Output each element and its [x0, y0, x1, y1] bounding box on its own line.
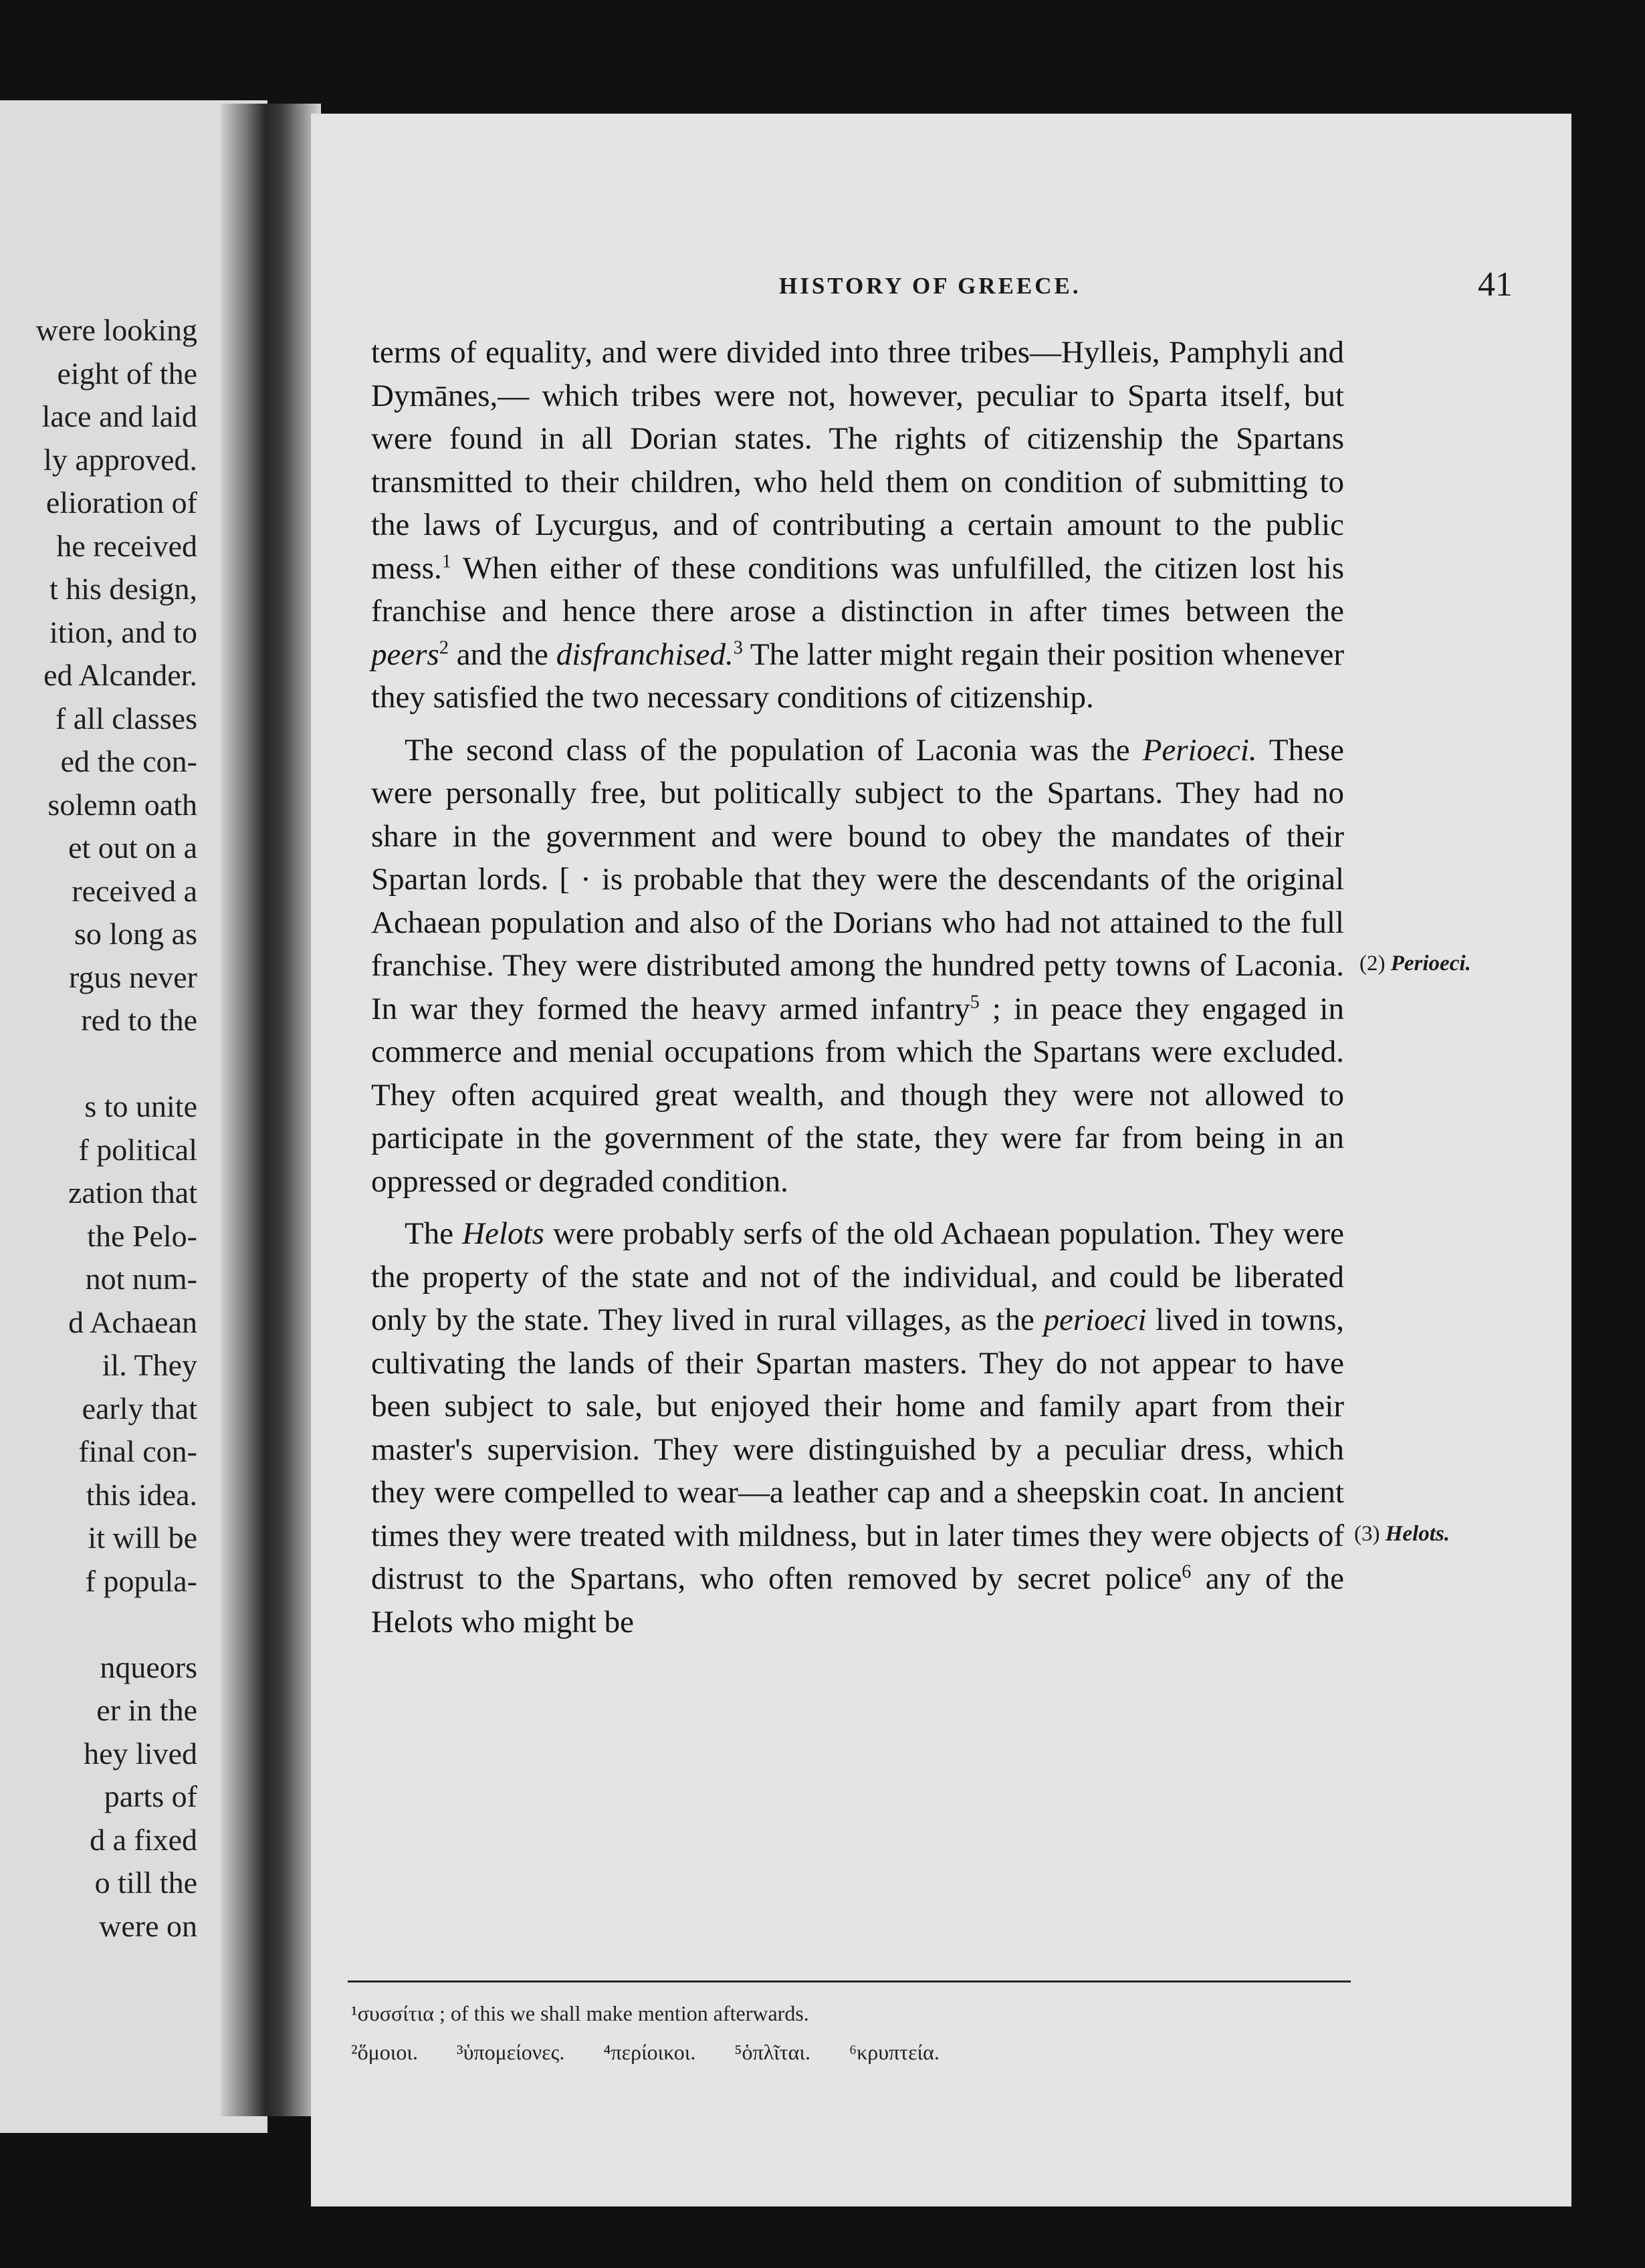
left-page-line: hey lived	[84, 1736, 197, 1771]
left-page-line: were on	[99, 1908, 197, 1943]
footnotes	[351, 1994, 1354, 2071]
left-page-line: nqueors	[100, 1650, 197, 1684]
right-page	[311, 114, 1571, 2206]
page-number: 41	[1478, 265, 1513, 304]
left-page-line: parts of	[104, 1779, 197, 1813]
left-page-line: red to the	[81, 1003, 197, 1037]
left-page-line: solemn oath	[47, 787, 197, 822]
left-page-line: ly approved.	[43, 442, 197, 477]
left-page-line: lace and laid	[41, 399, 197, 433]
footnote-ref-6: 6	[1182, 1561, 1192, 1583]
left-page-line: f all classes	[55, 701, 197, 735]
footnote-rule	[348, 1980, 1351, 1982]
margin-note-helots: (3) Helots.	[1354, 1522, 1450, 1546]
left-page-line: received a	[72, 873, 197, 908]
left-page-line: early that	[82, 1391, 197, 1426]
page-header	[311, 265, 1571, 313]
footnote-row-greek	[351, 2033, 1354, 2071]
paragraph-helots: The Helots were probably serfs of the old Achaean population. They were the property of the state and not of the individual, and could be liberated only by the state. They lived in rural villages, as the perioeci lived in towns, cultivating the lands of their Spartan masters. They do not appear to have been subject to sale, but enjoyed their home and family apart from their master's supervision. They were distinguished by a peculiar dress, which they were compelled to wear—a leather cap and a sheepskin coat. In ancient times they were treated with mildness, but in later times they were objects of distrust to the Spartans, who often removed by secret police$^6$ any of the Helots who might be	[371, 1216, 1345, 1639]
left-page-line: s to unite	[84, 1089, 197, 1123]
paragraph-perioeci: The second class of the population of Laconia was the Perioeci. These were personally free, but politically subject to the Spartans. They had no share in the government and were bound to obey the mandates of their Spartan lords. [ · is probable that they were the descendants of the original Achaean population and also of the Dorians who had not attained to the full franchise. They were distributed among the hundred petty towns of Laconia. In war they formed the heavy armed infantry$^5$ ; in peace they engaged in commerce and menial occupations from which the Spartans were excluded. They often acquired great wealth, and though they were not allowed to participate in the government of the state, they were far from being in an oppressed or degraded condition.	[371, 732, 1345, 1199]
left-page-line: rgus never	[68, 959, 197, 994]
footnote-6: ⁶κρυπτεία.	[849, 2040, 940, 2064]
left-page-line: ed the con-	[60, 744, 197, 778]
left-page-line: not num-	[85, 1262, 197, 1296]
left-page-line: o till the	[94, 1865, 197, 1900]
body-text	[371, 331, 1344, 1643]
left-page-line: et out on a	[68, 830, 197, 865]
left-page-line: so long as	[74, 917, 197, 951]
left-page-line: d a fixed	[90, 1822, 197, 1857]
left-page-line: f political	[78, 1132, 197, 1167]
footnote-1: ¹συσσίτια ; of this we shall make mention afterwards.	[351, 2001, 809, 2025]
footnote-ref-5: 5	[970, 991, 980, 1012]
left-page-line: zation that	[68, 1175, 197, 1210]
margin-note-perioeci: (2) Perioeci.	[1359, 951, 1471, 976]
paragraph-citizenship: terms of equality, and were divided into three tribes—Hylleis, Pamphyli and Dymānes,— which tribes were not, however, peculiar to Sparta itself, but were found in all Dorian states. The rights of citizenship the Spartans transmitted to their children, who held them on condition of submitting to the laws of Lycurgus, and of contributing a certain amount to the public mess.$^1$ When either of these conditions was unfulfilled, the citizen lost his franchise and hence there arose a distinction in after times between the peers$^2$ and the disfranchised.$^3$ The latter might regain their position whenever they satisfied the two necessary conditions of citizenship.	[371, 335, 1344, 715]
footnote-3: ³ὑπομείονες.	[456, 2040, 565, 2064]
left-page-line: d Achaean	[68, 1305, 197, 1339]
left-page-line: ition, and to	[49, 614, 197, 649]
left-page-line: eight of the	[57, 356, 197, 390]
left-page-line: ed Alcander.	[43, 658, 197, 692]
left-page-line: it will be	[88, 1520, 197, 1555]
footnote-ref-1: 1	[441, 550, 451, 572]
left-page-line: il. They	[102, 1348, 197, 1382]
footnote-5: ⁵ὁπλῖται.	[734, 2040, 810, 2064]
left-page-line: elioration of	[45, 485, 197, 520]
left-page-line: t his design,	[49, 572, 197, 606]
left-page-line: he received	[56, 528, 197, 563]
left-page-line: er in the	[96, 1693, 197, 1727]
footnote-4: ⁴περίοικοι.	[603, 2040, 696, 2064]
book-spine	[221, 104, 321, 2116]
left-page-line: this idea.	[86, 1477, 197, 1512]
left-page-line: the Pelo-	[87, 1218, 197, 1253]
left-page-line: final con-	[78, 1434, 197, 1468]
left-page-line: were looking	[35, 313, 197, 347]
footnote-2: ²ὅμοιοι.	[351, 2040, 418, 2064]
left-page-line: f popula-	[85, 1563, 197, 1598]
footnote-ref-2: 2	[439, 637, 449, 658]
footnote-ref-3: 3	[733, 637, 743, 658]
running-title: HISTORY OF GREECE.	[779, 273, 1081, 299]
